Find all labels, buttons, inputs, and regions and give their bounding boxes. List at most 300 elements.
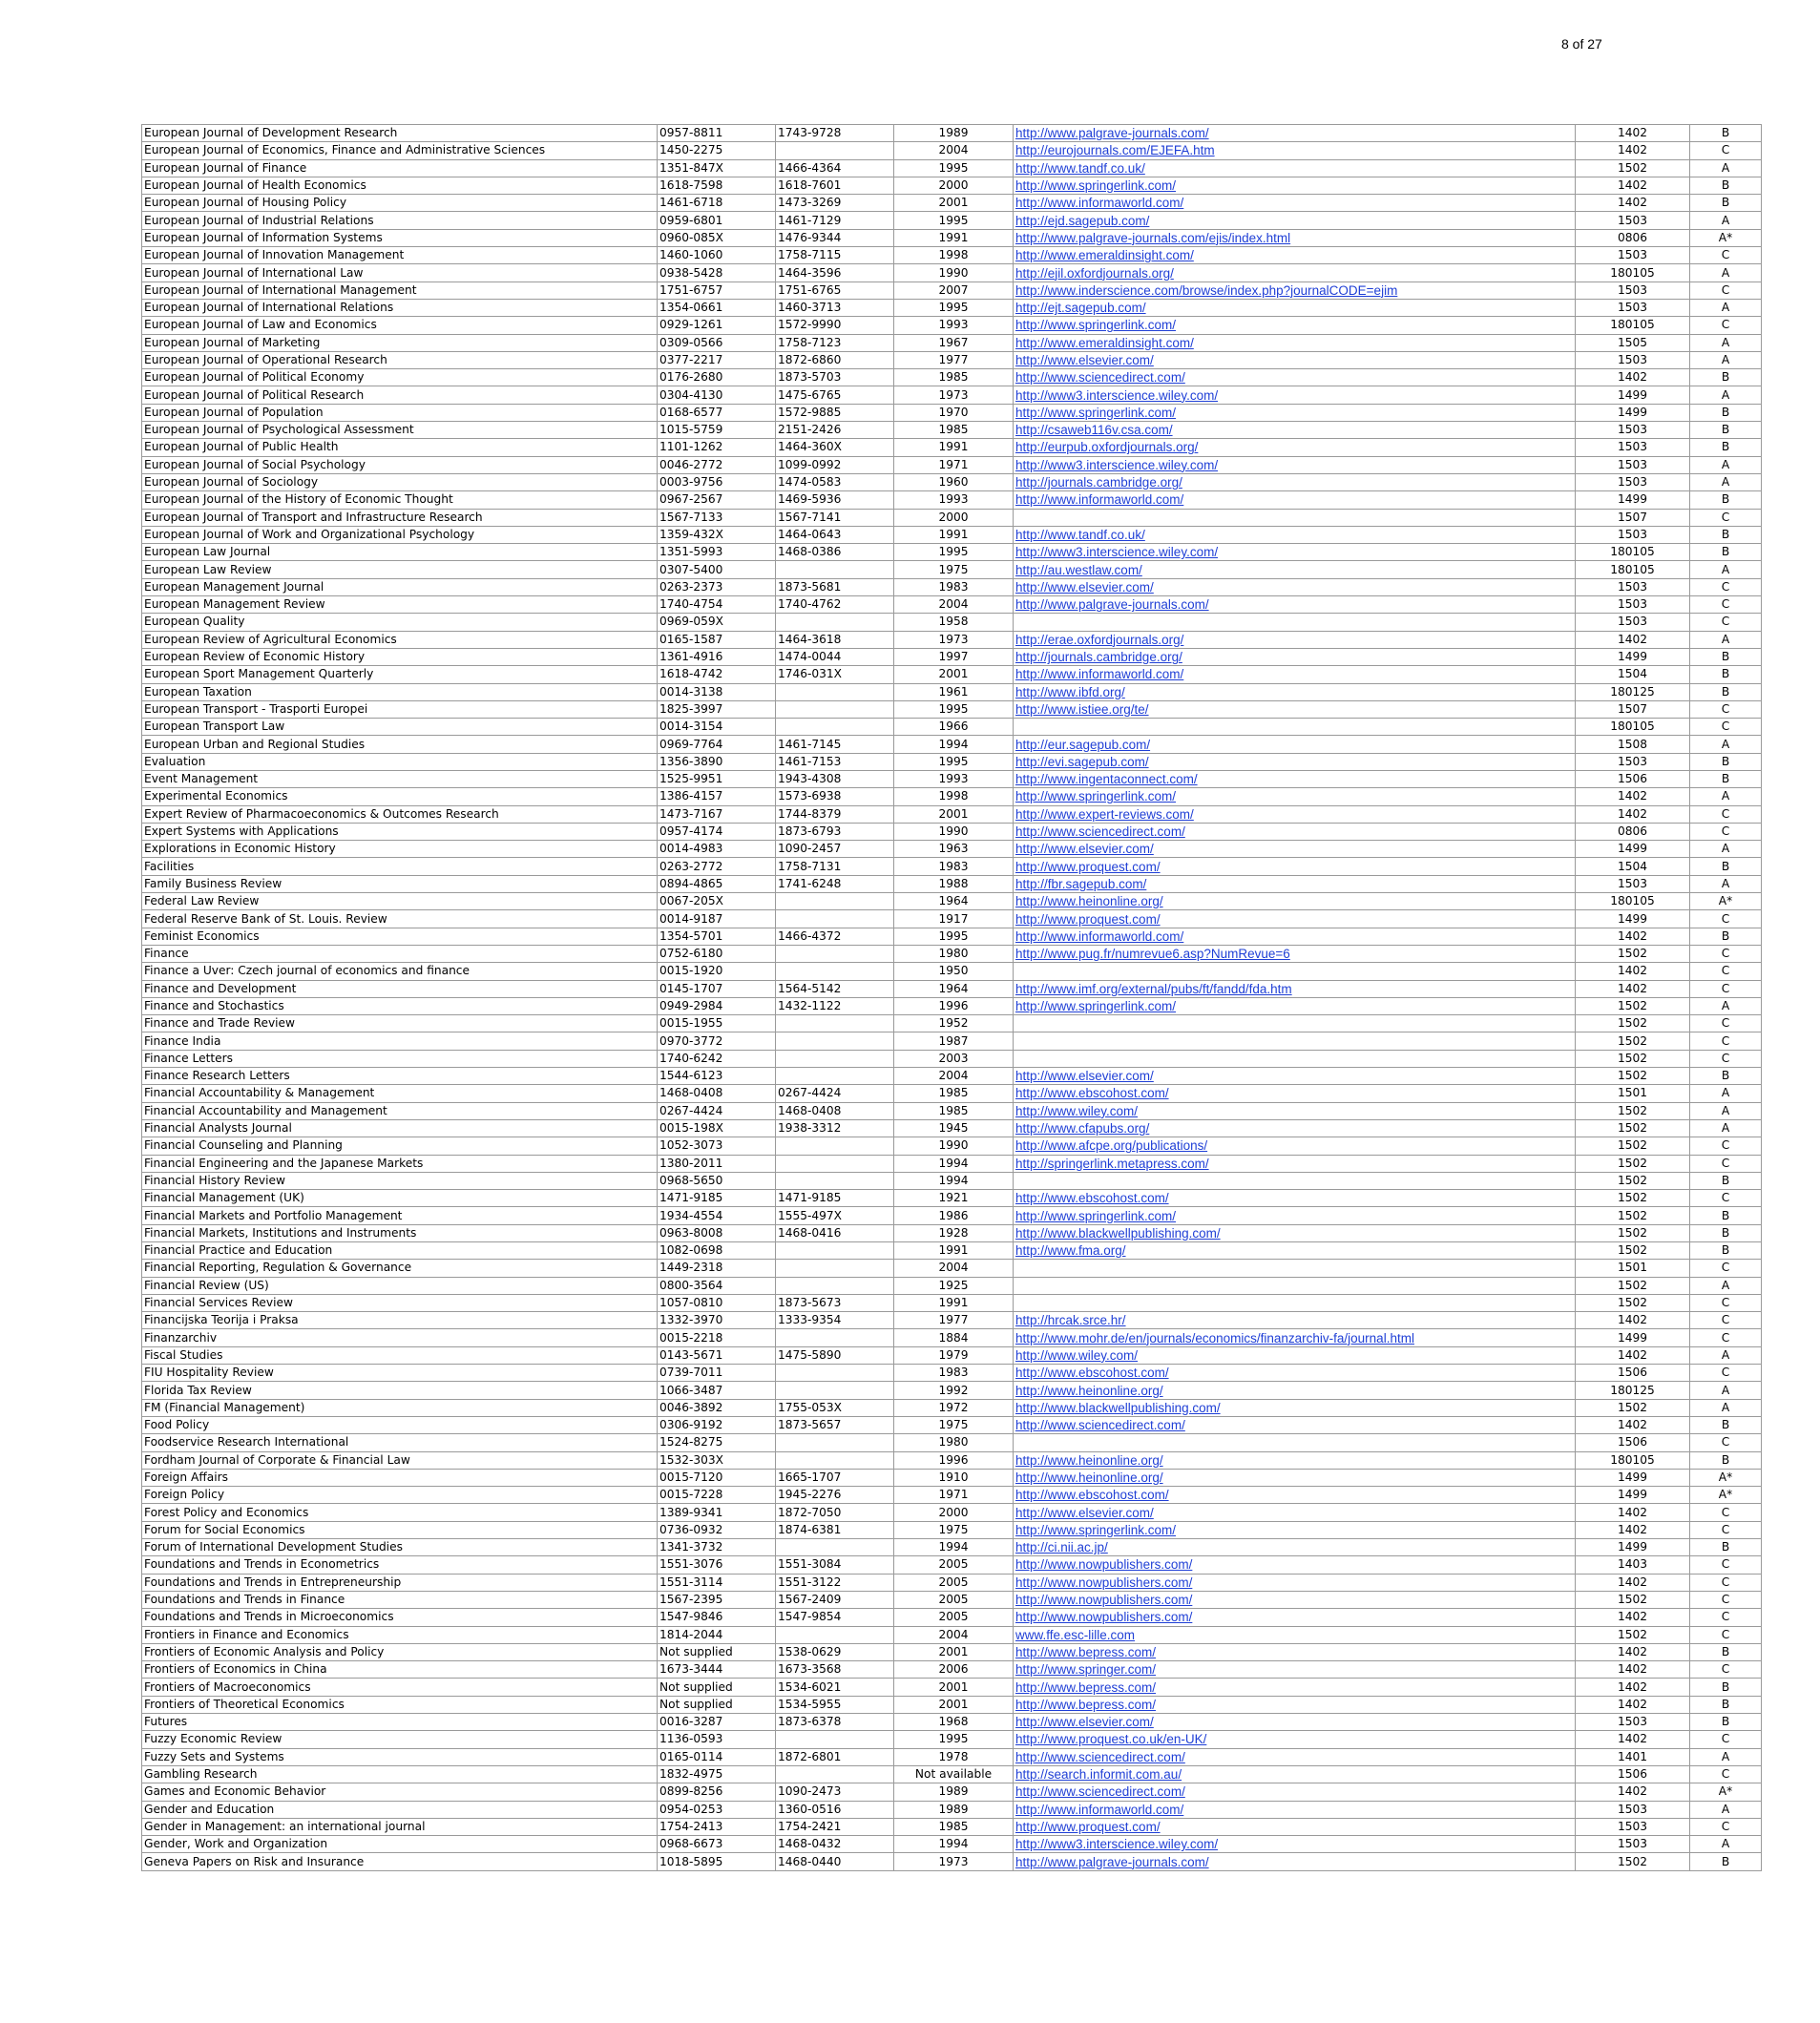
- journal-link[interactable]: http://www.informaworld.com/: [1015, 196, 1184, 211]
- journal-link[interactable]: www.ffe.esc-lille.com: [1015, 1627, 1136, 1642]
- url-cell: [1014, 1190, 1576, 1207]
- url-cell: [1014, 1731, 1576, 1748]
- year-cell: 1994: [894, 1836, 1014, 1853]
- url-cell: [1014, 963, 1576, 980]
- journal-title-cell: European Journal of Health Economics: [142, 177, 658, 194]
- journal-link[interactable]: http://www.informaworld.com/: [1015, 928, 1184, 944]
- issn-cell: 0938-5428: [658, 264, 776, 282]
- for-code-cell: 1402: [1576, 805, 1690, 823]
- rank-cell: C: [1690, 1661, 1762, 1679]
- rank-cell: C: [1690, 1765, 1762, 1783]
- journal-title-cell: Frontiers of Economics in China: [142, 1661, 658, 1679]
- table-row: [142, 1714, 1762, 1731]
- journal-title-cell: European Journal of Public Health: [142, 439, 658, 456]
- journal-link[interactable]: http://www.springer.com/: [1015, 1662, 1157, 1678]
- url-cell: [1014, 1591, 1576, 1608]
- issn-cell: 1354-5701: [658, 928, 776, 945]
- table-row: [142, 1085, 1762, 1102]
- rank-cell: A: [1690, 875, 1762, 892]
- journal-link[interactable]: http://www.springerlink.com/: [1015, 1522, 1177, 1537]
- journal-link[interactable]: http://www.sciencedirect.com/: [1015, 1418, 1185, 1433]
- journal-title-cell: Family Business Review: [142, 875, 658, 892]
- rank-cell: C: [1690, 282, 1762, 299]
- rank-cell: A: [1690, 1346, 1762, 1364]
- url-cell: [1014, 334, 1576, 351]
- issn-cell: 1547-9846: [658, 1609, 776, 1626]
- e-issn-cell: 1468-0408: [776, 1102, 894, 1119]
- for-code-cell: 1402: [1576, 1504, 1690, 1521]
- for-code-cell: 1402: [1576, 195, 1690, 212]
- journal-link[interactable]: http://www.bepress.com/: [1015, 1697, 1157, 1712]
- for-code-cell: 1507: [1576, 509, 1690, 526]
- rank-cell: B: [1690, 1643, 1762, 1660]
- for-code-cell: 1502: [1576, 1190, 1690, 1207]
- journal-link[interactable]: http://evi.sagepub.com/: [1015, 754, 1149, 769]
- journal-link[interactable]: http://www.heinonline.org/: [1015, 1470, 1163, 1485]
- e-issn-cell: 1466-4364: [776, 159, 894, 177]
- issn-cell: 0959-6801: [658, 212, 776, 229]
- journal-link[interactable]: http://www.proquest.com/: [1015, 1819, 1161, 1834]
- journal-link[interactable]: http://www.proquest.com/: [1015, 859, 1161, 874]
- journal-link[interactable]: http://www.informaworld.com/: [1015, 492, 1184, 508]
- journal-link[interactable]: http://www.proquest.co.uk/en-UK/: [1015, 1732, 1207, 1747]
- table-row: [142, 1556, 1762, 1574]
- issn-cell: 1825-3997: [658, 700, 776, 718]
- journal-link[interactable]: http://eur.sagepub.com/: [1015, 737, 1151, 752]
- issn-cell: 0067-205X: [658, 893, 776, 910]
- journal-link[interactable]: http://www3.interscience.wiley.com/: [1015, 387, 1219, 403]
- year-cell: 1986: [894, 1207, 1014, 1224]
- journal-link[interactable]: http://www.ingentaconnect.com/: [1015, 772, 1198, 787]
- journal-title-cell: European Journal of Psychological Assessment: [142, 422, 658, 439]
- e-issn-cell: [776, 683, 894, 700]
- rank-cell: A: [1690, 1399, 1762, 1416]
- journal-link[interactable]: http://ci.nii.ac.jp/: [1015, 1540, 1108, 1555]
- year-cell: 2000: [894, 1504, 1014, 1521]
- year-cell: 2000: [894, 177, 1014, 194]
- table-row: [142, 247, 1762, 264]
- journal-title-cell: Explorations in Economic History: [142, 841, 658, 858]
- for-code-cell: 1502: [1576, 1155, 1690, 1172]
- rank-cell: C: [1690, 1050, 1762, 1067]
- table-row: [142, 282, 1762, 299]
- journal-link[interactable]: http://ejt.sagepub.com/: [1015, 301, 1146, 316]
- journal-link[interactable]: http://www.ibfd.org/: [1015, 684, 1125, 699]
- journal-link[interactable]: http://www.emeraldinsight.com/: [1015, 248, 1194, 263]
- for-code-cell: 1503: [1576, 1714, 1690, 1731]
- journal-title-cell: European Management Review: [142, 596, 658, 614]
- table-row: [142, 1294, 1762, 1311]
- journal-link[interactable]: http://www.springerlink.com/: [1015, 789, 1177, 804]
- e-issn-cell: 1740-4762: [776, 596, 894, 614]
- journal-link[interactable]: http://www.bepress.com/: [1015, 1679, 1157, 1695]
- e-issn-cell: 1538-0629: [776, 1643, 894, 1660]
- issn-cell: 0014-4983: [658, 841, 776, 858]
- journal-title-cell: European Journal of Finance: [142, 159, 658, 177]
- journal-link[interactable]: http://www.elsevier.com/: [1015, 353, 1154, 367]
- issn-cell: 0309-0566: [658, 334, 776, 351]
- journal-link[interactable]: http://www.sciencedirect.com/: [1015, 370, 1185, 386]
- journal-link[interactable]: http://ejil.oxfordjournals.org/: [1015, 265, 1174, 281]
- journal-title-cell: Gambling Research: [142, 1765, 658, 1783]
- url-cell: [1014, 422, 1576, 439]
- journal-link[interactable]: http://www.mohr.de/en/journals/economics/finanzarchiv-fa/journal.html: [1015, 1330, 1414, 1345]
- table-row: [142, 561, 1762, 578]
- journal-link[interactable]: http://www.informaworld.com/: [1015, 667, 1184, 682]
- journal-link[interactable]: http://www.wiley.com/: [1015, 1347, 1139, 1363]
- journal-link[interactable]: http://search.informit.com.au/: [1015, 1767, 1182, 1783]
- rank-cell: B: [1690, 1451, 1762, 1469]
- url-cell: [1014, 1696, 1576, 1713]
- table-row: [142, 614, 1762, 631]
- for-code-cell: 1502: [1576, 1050, 1690, 1067]
- journal-link[interactable]: http://www.cfapubs.org/: [1015, 1121, 1150, 1137]
- journal-link[interactable]: http://www.ebscohost.com/: [1015, 1191, 1169, 1206]
- e-issn-cell: 1534-6021: [776, 1679, 894, 1696]
- url-cell: [1014, 1224, 1576, 1241]
- year-cell: 1998: [894, 247, 1014, 264]
- e-issn-cell: 1360-0516: [776, 1801, 894, 1818]
- url-cell: [1014, 351, 1576, 368]
- rank-cell: A: [1690, 473, 1762, 490]
- issn-cell: 0949-2984: [658, 997, 776, 1014]
- table-row: [142, 596, 1762, 614]
- e-issn-cell: 1466-4372: [776, 928, 894, 945]
- rank-cell: C: [1690, 509, 1762, 526]
- journal-link[interactable]: http://www.elsevier.com/: [1015, 842, 1154, 857]
- for-code-cell: 1503: [1576, 439, 1690, 456]
- journal-link[interactable]: http://springerlink.metapress.com/: [1015, 1156, 1209, 1171]
- journal-title-cell: Food Policy: [142, 1416, 658, 1433]
- issn-cell: 1386-4157: [658, 788, 776, 805]
- e-issn-cell: 1468-0440: [776, 1853, 894, 1870]
- journal-link[interactable]: http://www.nowpublishers.com/: [1015, 1557, 1193, 1573]
- issn-cell: 1551-3114: [658, 1574, 776, 1591]
- table-row: [142, 578, 1762, 595]
- rank-cell: A: [1690, 997, 1762, 1014]
- journal-link[interactable]: http://www.sciencedirect.com/: [1015, 824, 1185, 840]
- journal-link[interactable]: http://csaweb116v.csa.com/: [1015, 423, 1173, 438]
- journal-link[interactable]: http://fbr.sagepub.com/: [1015, 876, 1147, 891]
- journal-link[interactable]: http://www.tandf.co.uk/: [1015, 160, 1145, 176]
- journal-link[interactable]: http://www.inderscience.com/browse/index.php?journalCODE=ejim: [1015, 282, 1398, 298]
- issn-cell: 0929-1261: [658, 317, 776, 334]
- url-cell: [1014, 1434, 1576, 1451]
- journal-title-cell: Federal Law Review: [142, 893, 658, 910]
- journal-link[interactable]: http://hrcak.srce.hr/: [1015, 1313, 1126, 1328]
- rank-cell: A: [1690, 1801, 1762, 1818]
- year-cell: 1917: [894, 910, 1014, 928]
- journal-link[interactable]: http://www.nowpublishers.com/: [1015, 1610, 1193, 1625]
- journal-link[interactable]: http://www.springerlink.com/: [1015, 318, 1177, 333]
- for-code-cell: 1502: [1576, 945, 1690, 962]
- table-row: [142, 526, 1762, 543]
- e-issn-cell: 1090-2457: [776, 841, 894, 858]
- journal-link[interactable]: http://www.bepress.com/: [1015, 1644, 1157, 1659]
- journal-link[interactable]: http://www.tandf.co.uk/: [1015, 527, 1145, 542]
- journal-title-cell: European Law Review: [142, 561, 658, 578]
- rank-cell: C: [1690, 247, 1762, 264]
- journal-link[interactable]: http://www.palgrave-journals.com/: [1015, 126, 1209, 141]
- year-cell: 1994: [894, 1172, 1014, 1189]
- journal-link[interactable]: http://www.ebscohost.com/: [1015, 1086, 1169, 1101]
- table-row: [142, 736, 1762, 753]
- url-cell: [1014, 1102, 1576, 1119]
- rank-cell: A*: [1690, 893, 1762, 910]
- journal-link[interactable]: http://www.emeraldinsight.com/: [1015, 335, 1194, 350]
- journal-link[interactable]: http://www.ebscohost.com/: [1015, 1366, 1169, 1381]
- url-cell: [1014, 1469, 1576, 1486]
- journal-link[interactable]: http://www.springerlink.com/: [1015, 1208, 1177, 1223]
- table-row: [142, 1539, 1762, 1556]
- year-cell: 1983: [894, 858, 1014, 875]
- journal-title-cell: Expert Systems with Applications: [142, 823, 658, 840]
- table-row: [142, 893, 1762, 910]
- rank-cell: A: [1690, 386, 1762, 404]
- journal-title-cell: European Journal of Law and Economics: [142, 317, 658, 334]
- e-issn-cell: [776, 963, 894, 980]
- year-cell: 1980: [894, 1434, 1014, 1451]
- year-cell: 1985: [894, 1102, 1014, 1119]
- journal-link[interactable]: http://www.blackwellpublishing.com/: [1015, 1400, 1221, 1415]
- table-row: [142, 1836, 1762, 1853]
- url-cell: [1014, 526, 1576, 543]
- journal-link[interactable]: http://www.pug.fr/numrevue6.asp?NumRevue=6: [1015, 947, 1290, 962]
- journal-link[interactable]: http://www.elsevier.com/: [1015, 1715, 1154, 1730]
- url-cell: [1014, 491, 1576, 509]
- e-issn-cell: 1473-3269: [776, 195, 894, 212]
- e-issn-cell: 1741-6248: [776, 875, 894, 892]
- url-cell: [1014, 683, 1576, 700]
- rank-cell: B: [1690, 1242, 1762, 1260]
- year-cell: 1928: [894, 1224, 1014, 1241]
- journal-link[interactable]: http://www.sciencedirect.com/: [1015, 1749, 1185, 1764]
- url-cell: [1014, 456, 1576, 473]
- table-row: [142, 1068, 1762, 1085]
- for-code-cell: 1402: [1576, 980, 1690, 997]
- journal-link[interactable]: http://www.nowpublishers.com/: [1015, 1593, 1193, 1608]
- for-code-cell: 1499: [1576, 1469, 1690, 1486]
- year-cell: 2004: [894, 596, 1014, 614]
- url-cell: [1014, 1818, 1576, 1835]
- journal-link[interactable]: http://www.istiee.org/te/: [1015, 701, 1149, 717]
- rank-cell: B: [1690, 1172, 1762, 1189]
- table-row: [142, 351, 1762, 368]
- for-code-cell: 1503: [1576, 578, 1690, 595]
- issn-cell: 1450-2275: [658, 142, 776, 159]
- journal-link[interactable]: http://journals.cambridge.org/: [1015, 650, 1182, 665]
- journal-title-cell: Finance and Trade Review: [142, 1015, 658, 1032]
- rank-cell: C: [1690, 1137, 1762, 1155]
- journal-link[interactable]: http://www.palgrave-journals.com/ejis/index.html: [1015, 230, 1291, 245]
- rank-cell: C: [1690, 1365, 1762, 1382]
- rank-cell: B: [1690, 1696, 1762, 1713]
- e-issn-cell: 1755-053X: [776, 1399, 894, 1416]
- e-issn-cell: 1333-9354: [776, 1312, 894, 1329]
- year-cell: 1971: [894, 1487, 1014, 1504]
- for-code-cell: 1503: [1576, 299, 1690, 316]
- journal-link[interactable]: http://www.sciencedirect.com/: [1015, 1784, 1185, 1800]
- journal-link[interactable]: http://www.elsevier.com/: [1015, 1069, 1154, 1084]
- e-issn-cell: 1476-9344: [776, 229, 894, 246]
- rank-cell: B: [1690, 1714, 1762, 1731]
- journal-link[interactable]: http://www.afcpe.org/publications/: [1015, 1138, 1208, 1154]
- url-cell: [1014, 893, 1576, 910]
- journal-link[interactable]: http://www.ebscohost.com/: [1015, 1488, 1169, 1503]
- table-row: [142, 1487, 1762, 1504]
- table-row: [142, 1696, 1762, 1713]
- journal-link[interactable]: http://journals.cambridge.org/: [1015, 475, 1182, 490]
- issn-cell: 0960-085X: [658, 229, 776, 246]
- journal-link[interactable]: http://ejd.sagepub.com/: [1015, 213, 1150, 228]
- url-cell: [1014, 1487, 1576, 1504]
- year-cell: 1884: [894, 1329, 1014, 1346]
- journal-link[interactable]: http://www.fma.org/: [1015, 1243, 1126, 1259]
- issn-cell: 1082-0698: [658, 1242, 776, 1260]
- table-row: [142, 1574, 1762, 1591]
- for-code-cell: 1502: [1576, 1172, 1690, 1189]
- e-issn-cell: 1874-6381: [776, 1521, 894, 1538]
- url-cell: [1014, 1015, 1576, 1032]
- url-cell: [1014, 1853, 1576, 1870]
- e-issn-cell: 1758-7115: [776, 247, 894, 264]
- e-issn-cell: 1534-5955: [776, 1696, 894, 1713]
- e-issn-cell: 1461-7153: [776, 753, 894, 770]
- journal-title-cell: Expert Review of Pharmacoeconomics & Outcomes Research: [142, 805, 658, 823]
- journal-link[interactable]: http://eurojournals.com/EJEFA.htm: [1015, 143, 1215, 158]
- for-code-cell: 1502: [1576, 1853, 1690, 1870]
- url-cell: [1014, 1050, 1576, 1067]
- for-code-cell: 1402: [1576, 142, 1690, 159]
- journal-title-cell: Games and Economic Behavior: [142, 1783, 658, 1801]
- journal-title-cell: Foreign Affairs: [142, 1469, 658, 1486]
- rank-cell: C: [1690, 1155, 1762, 1172]
- journal-link[interactable]: http://www.nowpublishers.com/: [1015, 1575, 1193, 1590]
- journal-title-cell: European Journal of International Law: [142, 264, 658, 282]
- rank-cell: C: [1690, 1521, 1762, 1538]
- journal-link[interactable]: http://www.expert-reviews.com/: [1015, 806, 1194, 822]
- journal-link[interactable]: http://www.informaworld.com/: [1015, 1802, 1184, 1817]
- e-issn-cell: 1758-7131: [776, 858, 894, 875]
- journal-link[interactable]: http://www.springerlink.com/: [1015, 178, 1177, 194]
- year-cell: 1973: [894, 1853, 1014, 1870]
- table-row: [142, 177, 1762, 194]
- journal-link[interactable]: http://www3.interscience.wiley.com/: [1015, 1837, 1219, 1852]
- year-cell: 1991: [894, 439, 1014, 456]
- issn-cell: 0014-9187: [658, 910, 776, 928]
- url-cell: [1014, 1521, 1576, 1538]
- journal-link[interactable]: http://www.heinonline.org/: [1015, 894, 1163, 909]
- journal-title-cell: European Journal of Political Economy: [142, 369, 658, 386]
- table-row: [142, 509, 1762, 526]
- url-cell: [1014, 1783, 1576, 1801]
- rank-cell: B: [1690, 195, 1762, 212]
- journal-link[interactable]: http://www.elsevier.com/: [1015, 1505, 1154, 1520]
- e-issn-cell: 1873-5657: [776, 1416, 894, 1433]
- journal-link[interactable]: http://eurpub.oxfordjournals.org/: [1015, 440, 1199, 455]
- year-cell: 2001: [894, 1696, 1014, 1713]
- journal-link[interactable]: http://www.wiley.com/: [1015, 1103, 1139, 1118]
- table-row: [142, 1242, 1762, 1260]
- journal-link[interactable]: http://www.blackwellpublishing.com/: [1015, 1225, 1221, 1241]
- rank-cell: C: [1690, 1032, 1762, 1050]
- url-cell: [1014, 980, 1576, 997]
- for-code-cell: 1503: [1576, 1801, 1690, 1818]
- issn-cell: 1567-7133: [658, 509, 776, 526]
- rank-cell: A: [1690, 159, 1762, 177]
- issn-cell: 1673-3444: [658, 1661, 776, 1679]
- journal-link[interactable]: http://www.proquest.com/: [1015, 911, 1161, 927]
- journal-link[interactable]: http://erae.oxfordjournals.org/: [1015, 632, 1184, 647]
- journal-link[interactable]: http://www.springerlink.com/: [1015, 405, 1177, 420]
- journal-link[interactable]: http://www.elsevier.com/: [1015, 579, 1154, 594]
- table-row: [142, 369, 1762, 386]
- for-code-cell: 180105: [1576, 264, 1690, 282]
- journal-link[interactable]: http://www.springerlink.com/: [1015, 998, 1177, 1013]
- e-issn-cell: [776, 142, 894, 159]
- rank-cell: A*: [1690, 1469, 1762, 1486]
- rank-cell: B: [1690, 526, 1762, 543]
- issn-cell: 1471-9185: [658, 1190, 776, 1207]
- url-cell: [1014, 945, 1576, 962]
- url-cell: [1014, 1679, 1576, 1696]
- e-issn-cell: 0267-4424: [776, 1085, 894, 1102]
- e-issn-cell: 1461-7129: [776, 212, 894, 229]
- year-cell: 1993: [894, 770, 1014, 787]
- journal-link[interactable]: http://www.heinonline.org/: [1015, 1383, 1163, 1398]
- table-row: [142, 1207, 1762, 1224]
- journal-link[interactable]: http://www.palgrave-journals.com/: [1015, 597, 1209, 613]
- journal-link[interactable]: http://www.palgrave-journals.com/: [1015, 1854, 1209, 1869]
- e-issn-cell: 1468-0416: [776, 1224, 894, 1241]
- journal-link[interactable]: http://www.imf.org/external/pubs/ft/fandd/fda.htm: [1015, 981, 1292, 996]
- e-issn-cell: 1744-8379: [776, 805, 894, 823]
- issn-cell: 1015-5759: [658, 422, 776, 439]
- year-cell: 1987: [894, 1032, 1014, 1050]
- table-row: [142, 1416, 1762, 1433]
- url-cell: [1014, 229, 1576, 246]
- journal-title-cell: European Taxation: [142, 683, 658, 700]
- year-cell: 1985: [894, 422, 1014, 439]
- journal-link[interactable]: http://au.westlaw.com/: [1015, 562, 1142, 577]
- e-issn-cell: 1572-9990: [776, 317, 894, 334]
- table-row: [142, 1626, 1762, 1643]
- issn-cell: 0014-3154: [658, 719, 776, 736]
- for-code-cell: 1503: [1576, 456, 1690, 473]
- issn-cell: 1351-847X: [658, 159, 776, 177]
- issn-cell: 0894-4865: [658, 875, 776, 892]
- url-cell: [1014, 1382, 1576, 1399]
- for-code-cell: 1402: [1576, 1643, 1690, 1660]
- journal-title-cell: Geneva Papers on Risk and Insurance: [142, 1853, 658, 1870]
- e-issn-cell: [776, 1068, 894, 1085]
- year-cell: 1921: [894, 1190, 1014, 1207]
- table-row: [142, 963, 1762, 980]
- journal-link[interactable]: http://www.heinonline.org/: [1015, 1452, 1163, 1468]
- year-cell: 1978: [894, 1748, 1014, 1765]
- table-row: [142, 1172, 1762, 1189]
- rank-cell: B: [1690, 648, 1762, 665]
- for-code-cell: 1501: [1576, 1260, 1690, 1277]
- e-issn-cell: 1573-6938: [776, 788, 894, 805]
- journal-title-cell: European Journal of Transport and Infrastructure Research: [142, 509, 658, 526]
- journal-link[interactable]: http://www3.interscience.wiley.com/: [1015, 545, 1219, 560]
- year-cell: 1989: [894, 125, 1014, 142]
- journal-link[interactable]: http://www3.interscience.wiley.com/: [1015, 457, 1219, 472]
- issn-cell: 0307-5400: [658, 561, 776, 578]
- url-cell: [1014, 753, 1576, 770]
- rank-cell: B: [1690, 683, 1762, 700]
